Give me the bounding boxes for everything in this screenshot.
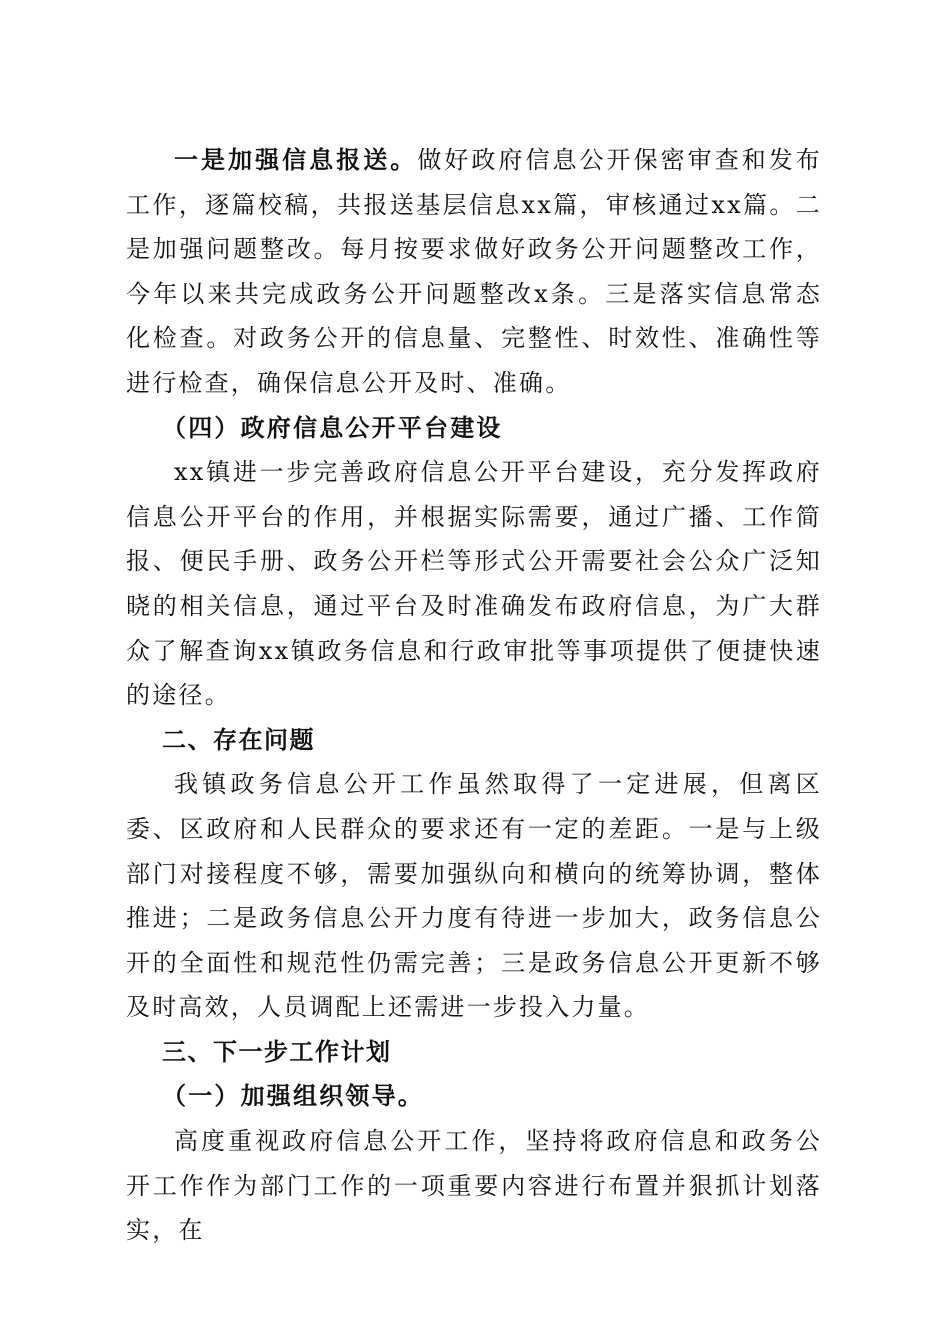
paragraph-body-text: 做好政府信息公开保密审查和发布工作，逐篇校稿，共报送基层信息xx篇，审核通过xx篇。二是加强问题整改。每月按要求做好政务公开问题整改工作，今年以来共完成政务公开问题整改x条。三是落实信息常态化检查。对政务公开的信息量、完整性、时效性、准确性等进行检查，确保信息公开及时、准确。 [126, 146, 822, 397]
paragraph-platform: xx镇进一步完善政府信息公开平台建设，充分发挥政府信息公开平台的作用，并根据实际需要，通过广播、工作简报、便民手册、政务公开栏等形式公开需要社会公众广泛知晓的相关信息，通过平台及时准确发布政府信息，为广大群众了解查询xx镇政务信息和行政审批等事项提供了便捷快速的途径。 [126, 458, 822, 710]
section-heading-problems: 二、存在问题 [162, 725, 315, 754]
paragraph-info-reporting [126, 138, 822, 406]
document-body [126, 138, 822, 1253]
paragraph-lead-phrase: 一是加强信息报送。 [174, 145, 418, 174]
subsection-title-platform: （四）政府信息公开平台建设 [162, 412, 503, 442]
paragraph-leadership: 高度重视政府信息公开工作，坚持将政府信息和政务公开工作作为部门工作的一项重要内容进行布置并狠抓计划落实，在 [126, 1127, 822, 1245]
paragraph-problems: 我镇政务信息公开工作虽然取得了一定进展，但离区委、区政府和人民群众的要求还有一定的差距。一是与上级部门对接程度不够，需要加强纵向和横向的统筹协调，整体推进；二是政务信息公开力度有待进一步加大，政务信息公开的全面性和规范性仍需完善；三是政务信息公开更新不够及时高效，人员调配上还需进一步投入力量。 [126, 770, 822, 1022]
subsection-title-leadership: （一）加强组织领导。 [162, 1081, 424, 1111]
section-heading-next-plan: 三、下一步工作计划 [162, 1037, 392, 1066]
